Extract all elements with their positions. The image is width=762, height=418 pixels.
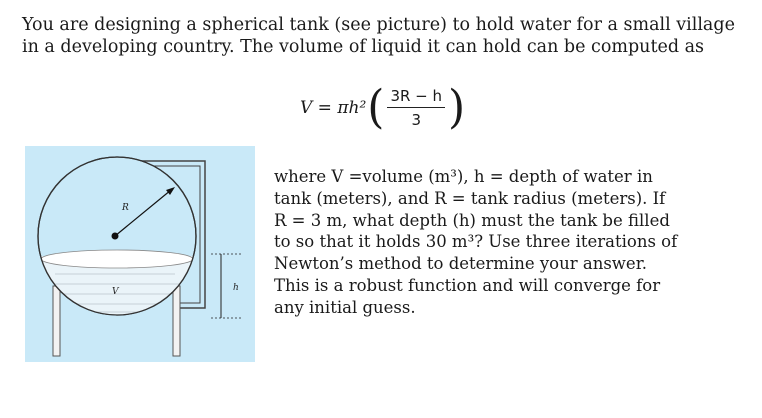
problem-line-3: R = 3 m, what depth (h) must the tank be filled <box>274 210 670 230</box>
tank-diagram <box>25 146 255 362</box>
formula-denominator: 3 <box>411 111 421 129</box>
problem-line-7: any initial guess. <box>274 297 416 317</box>
problem-line-1: where V =volume (m³), h = depth of water in <box>274 167 653 186</box>
problem-line-5: Newton’s method to determine your answer. <box>274 254 648 274</box>
formula-numerator: 3R − h <box>387 87 445 108</box>
left-leg <box>53 286 60 356</box>
problem-line-4: to so that it holds 30 m³? Use three iterations of <box>274 232 678 252</box>
problem-intro <box>22 14 742 58</box>
water-surface <box>41 250 193 268</box>
right-leg <box>173 286 180 356</box>
volume-label: V <box>112 287 119 297</box>
right-paren: ) <box>448 80 466 135</box>
formula-lhs: V = πh² <box>300 98 367 118</box>
problem-line-2: tank (meters), and R = tank radius (meters). If <box>274 188 666 208</box>
problem-line-6: This is a robust function and will converge for <box>274 275 661 295</box>
formula-fraction <box>387 87 445 129</box>
radius-label: R <box>122 203 129 213</box>
intro-text: You are designing a spherical tank (see picture) to hold water for a small village in a developing country. The volume of liquid it can hold can be computed as <box>22 15 735 57</box>
spherical-tank-figure <box>25 146 255 362</box>
volume-formula <box>300 82 466 134</box>
left-paren: ( <box>367 80 385 135</box>
depth-label: h <box>233 283 239 293</box>
problem-statement <box>274 166 714 319</box>
